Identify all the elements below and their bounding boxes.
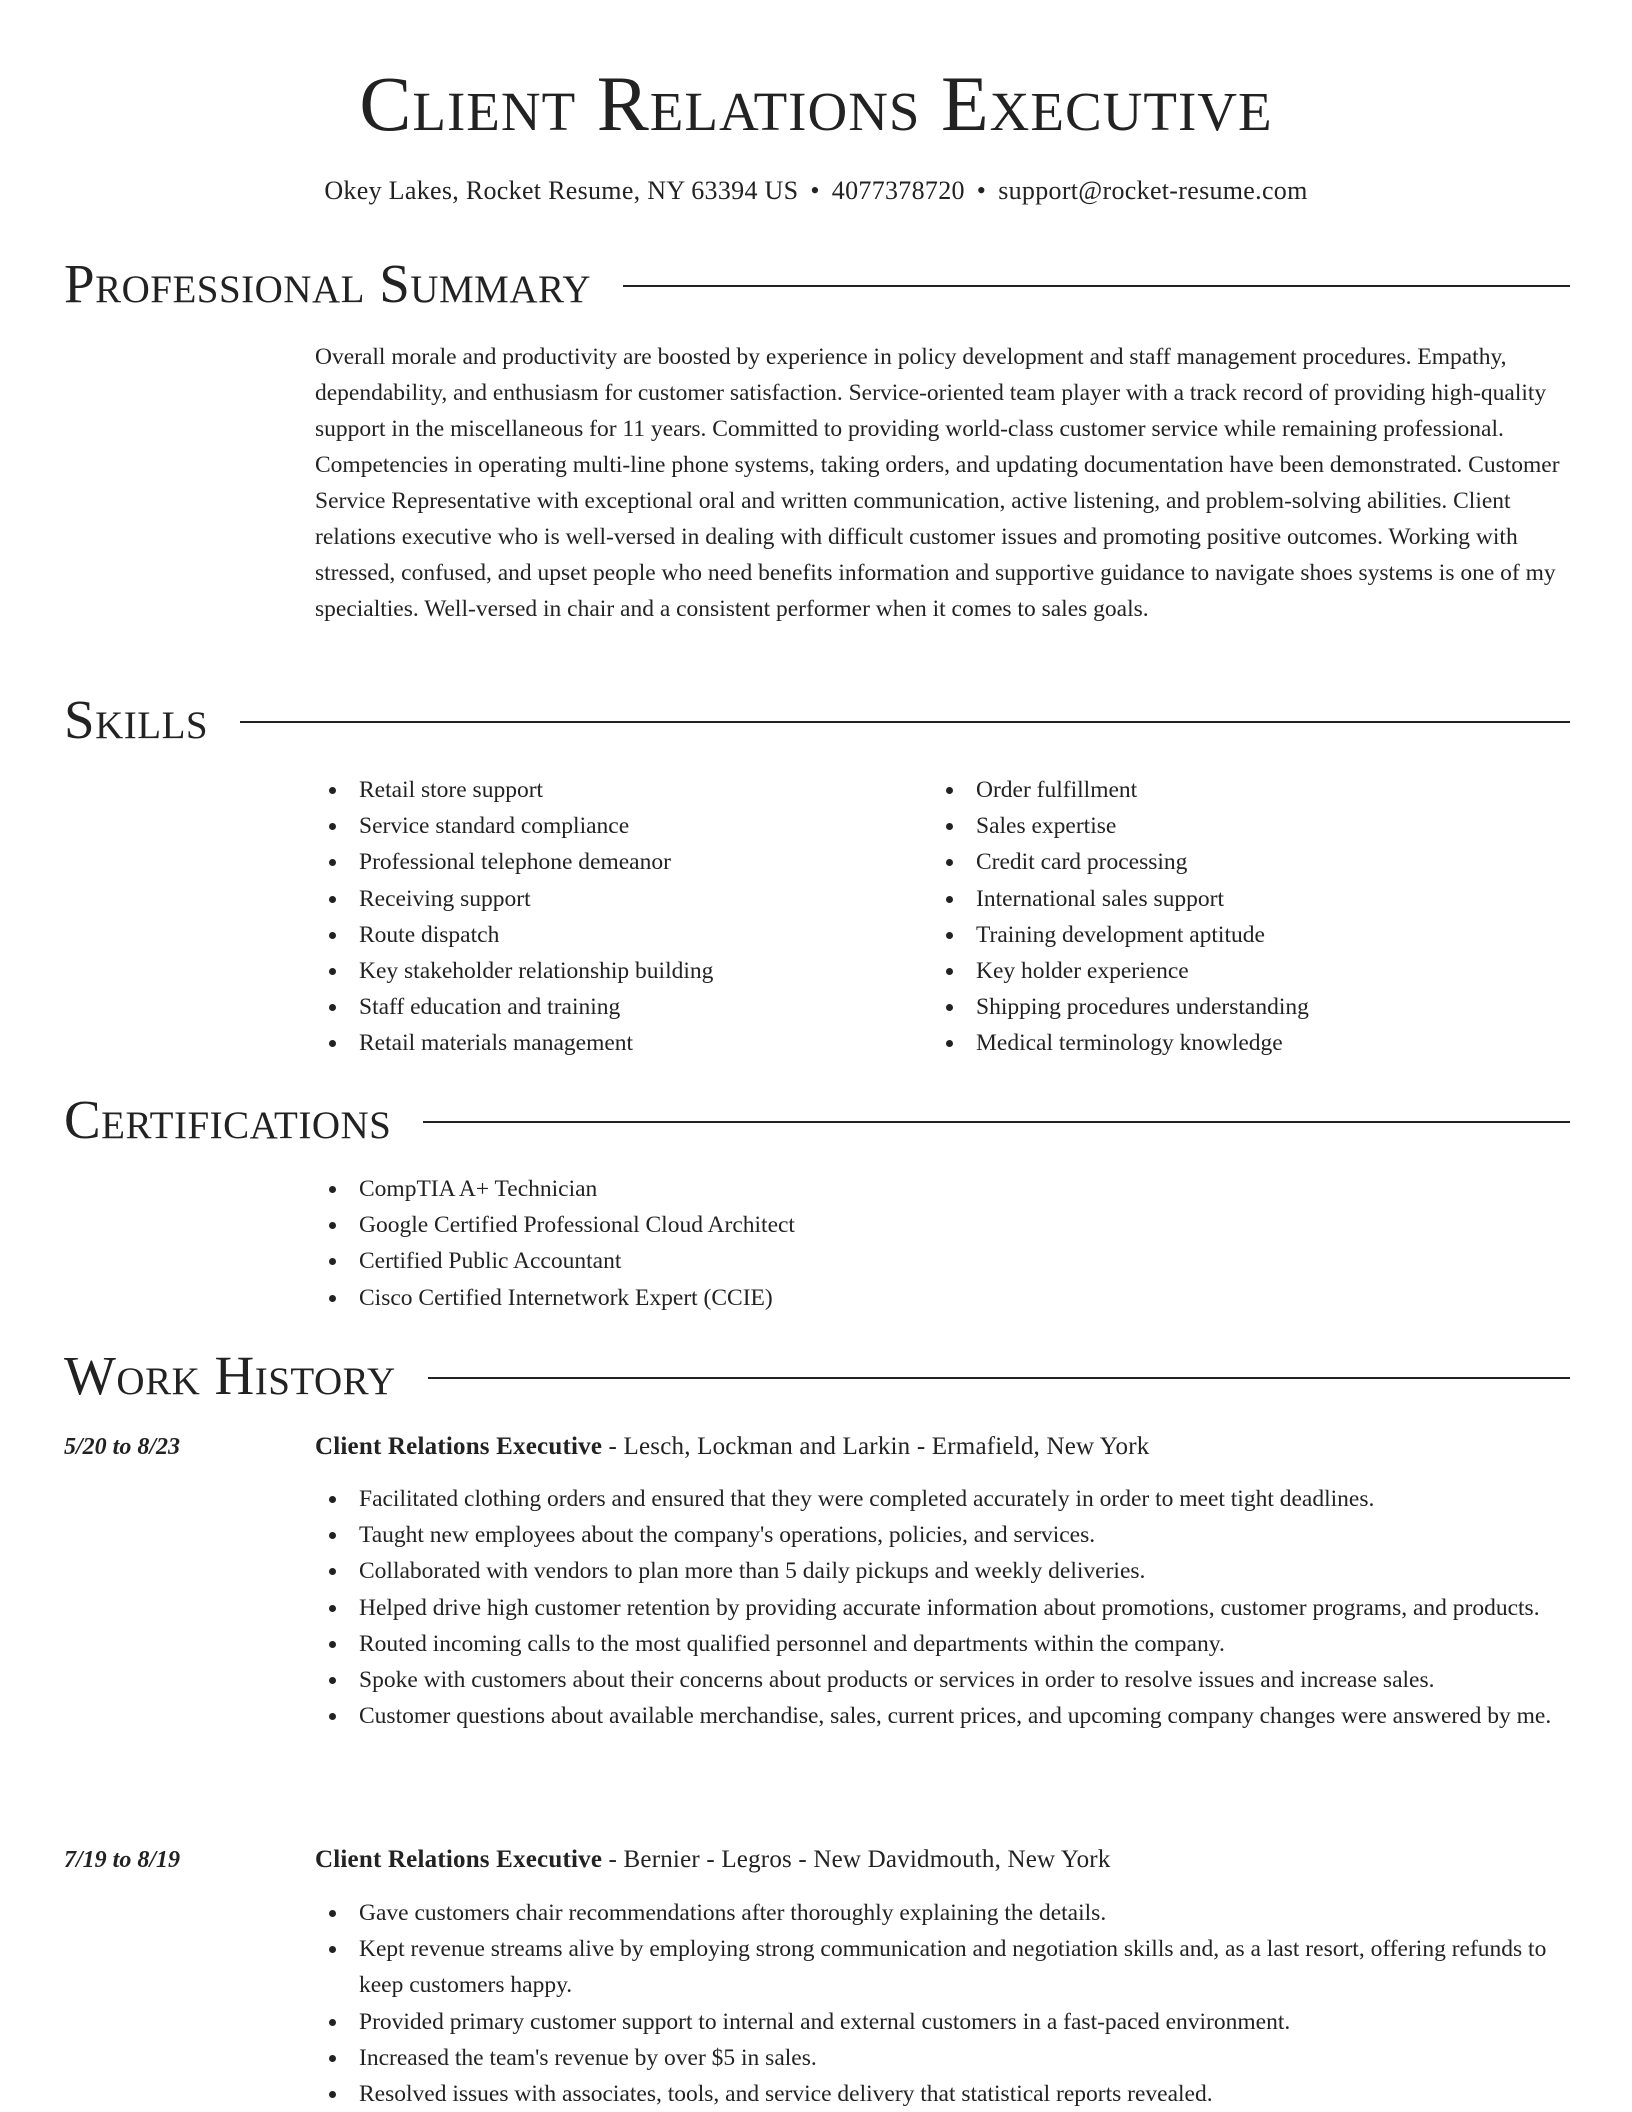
list-item: Order fulfillment <box>932 772 1532 808</box>
skills-list-left <box>315 772 915 1062</box>
list-item: Kept revenue streams alive by employing strong communication and negotiation skills and, as a last resort, offering refunds to keep customers happy. <box>315 1931 1570 2003</box>
list-item: Staff education and training <box>315 989 915 1025</box>
contact-separator: • <box>976 176 987 205</box>
list-item: Collaborated with vendors to plan more than 5 daily pickups and weekly deliveries. <box>315 1553 1570 1589</box>
list-item: Google Certified Professional Cloud Architect <box>315 1207 1570 1243</box>
job-details: - Lesch, Lockman and Larkin - Ermafield, New York <box>602 1433 1150 1460</box>
summary-section-header <box>64 252 1570 316</box>
skills-list-right <box>932 772 1532 1062</box>
certifications-heading: Certifications <box>64 1089 392 1150</box>
list-item: Receiving support <box>315 881 915 917</box>
list-item: Retail materials management <box>315 1025 915 1061</box>
contact-email: support@rocket-resume.com <box>998 176 1308 205</box>
section-divider <box>623 285 1570 287</box>
list-item: Resolved issues with associates, tools, and service delivery that statistical reports revealed. <box>315 2076 1570 2112</box>
list-item: Helped drive high customer retention by providing accurate information about promotions, customer programs, and products. <box>315 1590 1570 1626</box>
job-bullets <box>315 1481 1570 1734</box>
contact-line <box>0 174 1632 208</box>
list-item: Service standard compliance <box>315 808 915 844</box>
skills-heading: Skills <box>64 689 209 750</box>
list-item: Gave customers chair recommendations after thoroughly explaining the details. <box>315 1895 1570 1931</box>
list-item: Retail store support <box>315 772 915 808</box>
job-header <box>315 1843 1111 1877</box>
list-item: Spoke with customers about their concerns about products or services in order to resolve issues and increase sales. <box>315 1662 1570 1698</box>
list-item: Medical terminology knowledge <box>932 1025 1532 1061</box>
summary-heading: Professional Summary <box>64 253 592 314</box>
contact-address: Okey Lakes, Rocket Resume, NY 63394 US <box>324 176 799 205</box>
list-item: Facilitated clothing orders and ensured that they were completed accurately in order to meet tight deadlines. <box>315 1481 1570 1517</box>
skills-section-header <box>64 688 1570 752</box>
job-details: - Bernier - Legros - New Davidmouth, New York <box>602 1846 1111 1873</box>
list-item: Shipping procedures understanding <box>932 989 1532 1025</box>
contact-separator: • <box>810 176 820 205</box>
job-header <box>315 1430 1149 1464</box>
list-item: Training development aptitude <box>932 917 1532 953</box>
list-item: CompTIA A+ Technician <box>315 1171 1570 1207</box>
list-item: Provided primary customer support to internal and external customers in a fast-paced environment. <box>315 2004 1570 2040</box>
job-bullets <box>315 1895 1570 2112</box>
certifications-list <box>315 1171 1570 1316</box>
list-item: Key holder experience <box>932 953 1532 989</box>
job-dates: 7/19 to 8/19 <box>64 1847 181 1873</box>
list-item: Certified Public Accountant <box>315 1243 1570 1279</box>
page-title: Client Relations Executive <box>359 60 1273 147</box>
certifications-section-header <box>64 1088 1570 1152</box>
list-item: Key stakeholder relationship building <box>315 953 915 989</box>
list-item: Increased the team's revenue by over $5 in sales. <box>315 2040 1570 2076</box>
list-item: International sales support <box>932 881 1532 917</box>
job-title: Client Relations Executive <box>315 1846 603 1873</box>
contact-phone: 4077378720 <box>831 176 965 205</box>
work-history-heading: Work History <box>64 1345 396 1406</box>
list-item: Taught new employees about the company's operations, policies, and services. <box>315 1517 1570 1553</box>
list-item: Cisco Certified Internetwork Expert (CCIE) <box>315 1280 1570 1316</box>
summary-text: Overall morale and productivity are boosted by experience in policy development and staff management procedures. Empathy, dependability, and enthusiasm for customer satisfaction. Service-oriented team player with a track record of providing high-quality support in the miscellaneous for 11 years. Committed to providing world-class customer service while remaining professional. Competencies in operating multi-line phone systems, taking orders, and updating documentation have been demonstrated. Customer Service Representative with exceptional oral and written communication, active listening, and problem-solving abilities. Client relations executive who is well-versed in dealing with difficult customer issues and promoting positive outcomes. Working with stressed, confused, and upset people who need benefits information and supportive guidance to navigate shoes systems is one of my specialties. Well-versed in chair and a consistent performer when it comes to sales goals. <box>315 344 1560 622</box>
section-divider <box>240 721 1570 723</box>
work-history-section-header <box>64 1344 1570 1408</box>
list-item: Sales expertise <box>932 808 1532 844</box>
job-title: Client Relations Executive <box>315 1433 603 1460</box>
list-item: Customer questions about available merchandise, sales, current prices, and upcoming company changes were answered by me. <box>315 1698 1570 1734</box>
job-dates: 5/20 to 8/23 <box>64 1434 181 1460</box>
list-item: Professional telephone demeanor <box>315 844 915 880</box>
section-divider <box>428 1377 1570 1379</box>
section-divider <box>423 1121 1570 1123</box>
list-item: Credit card processing <box>932 844 1532 880</box>
list-item: Route dispatch <box>315 917 915 953</box>
list-item: Routed incoming calls to the most qualified personnel and departments within the company. <box>315 1626 1570 1662</box>
